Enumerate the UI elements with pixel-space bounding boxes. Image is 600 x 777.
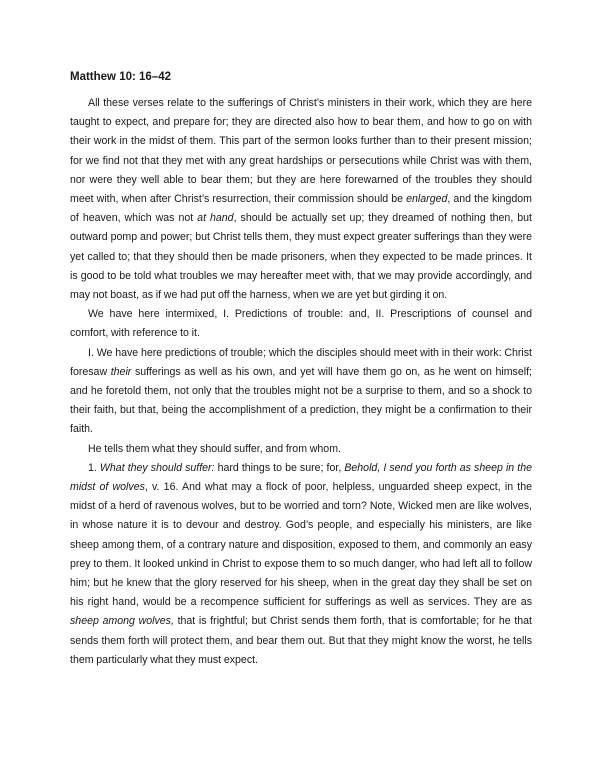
italic-run: their bbox=[110, 365, 132, 378]
paragraph-4 bbox=[70, 440, 532, 459]
text-run: We have here intermixed, I. Predictions of trouble: and, II. Prescriptions of counsel and comfort, with reference to it. bbox=[70, 308, 532, 340]
italic-run: Behold, I send you forth as sheep in the midst of wolves bbox=[70, 461, 532, 494]
text-run: , and the kingdom of heaven, which was not bbox=[70, 193, 532, 225]
paragraph-5 bbox=[70, 459, 532, 670]
document-page bbox=[70, 70, 532, 670]
text-run: 1. bbox=[88, 461, 100, 474]
paragraph-3 bbox=[70, 344, 532, 440]
section-heading: Matthew 10: 16–42 bbox=[70, 71, 171, 83]
italic-run: at hand bbox=[197, 212, 234, 225]
italic-run: sheep among wolves, bbox=[70, 615, 174, 628]
text-run: hard things to be sure; for, bbox=[214, 461, 345, 474]
text-run: sufferings as well as his own, and yet will have them go on, as he went on himself; and he foretold them, not only that the troubles might not be a surprise to them, and so a shock to their faith, but that, being the accomplishment of a prediction, they might be a confirmation to their faith. bbox=[70, 365, 532, 436]
text-run: All these verses relate to the sufferings of Christ’s ministers in their work, which they are here taught to expect, and prepare for; they are directed also how to bear them, and how to go on with their work in the midst of them. This part of the sermon looks further than to their present mission; for we find not that they met with any great hardships or persecutions while Christ was with them, nor were they well able to bear them; but they are here forewarned of the troubles they should meet with, when after Christ’s resurrection, their commission should be bbox=[70, 97, 532, 206]
text-run: , v. 16. And what may a flock of poor, helpless, unguarded sheep expect, in the midst of a herd of ravenous wolves, but to be worried and torn? Note, Wicked men are like wolves, in whose nature it is to devour and destroy. God’s people, and especially his ministers, are like sheep among them, of a contrary nature and disposition, exposed to them, and commonly an easy prey to them. It looked unkind in Christ to expose them to so much danger, who had left all to follow him; but he knew that the glory reserved for his sheep, when in the great day they shall be set on his right hand, would be a recompence sufficient for sufferings as well as services. They are as bbox=[70, 481, 533, 609]
italic-run: enlarged bbox=[406, 193, 448, 206]
paragraph-1 bbox=[70, 94, 532, 305]
text-run: , should be actually set up; they dreamed of nothing then, but outward pomp and power; but Christ tells them, they must expect greater sufferings than they were yet called to; that they should then be made prisoners, when they expected to be made princes. It is good to be told what troubles we may hereafter meet with, that we may provide accordingly, and may not boast, as if we had put off the harness, when we are yet but girding it on. bbox=[70, 212, 532, 302]
paragraph-2 bbox=[70, 305, 532, 343]
text-run: I. We have here predictions of trouble; which the disciples should meet with in their work: Christ foresaw bbox=[70, 346, 532, 378]
italic-run: What they should suffer: bbox=[99, 461, 215, 474]
text-run: He tells them what they should suffer, and from whom. bbox=[88, 442, 341, 455]
text-run: that is frightful; but Christ sends them forth, that is comfortable; for he that sends them forth will protect them, and bear them out. But that they might know the worst, he tells them particularly what they must expect. bbox=[70, 615, 532, 666]
